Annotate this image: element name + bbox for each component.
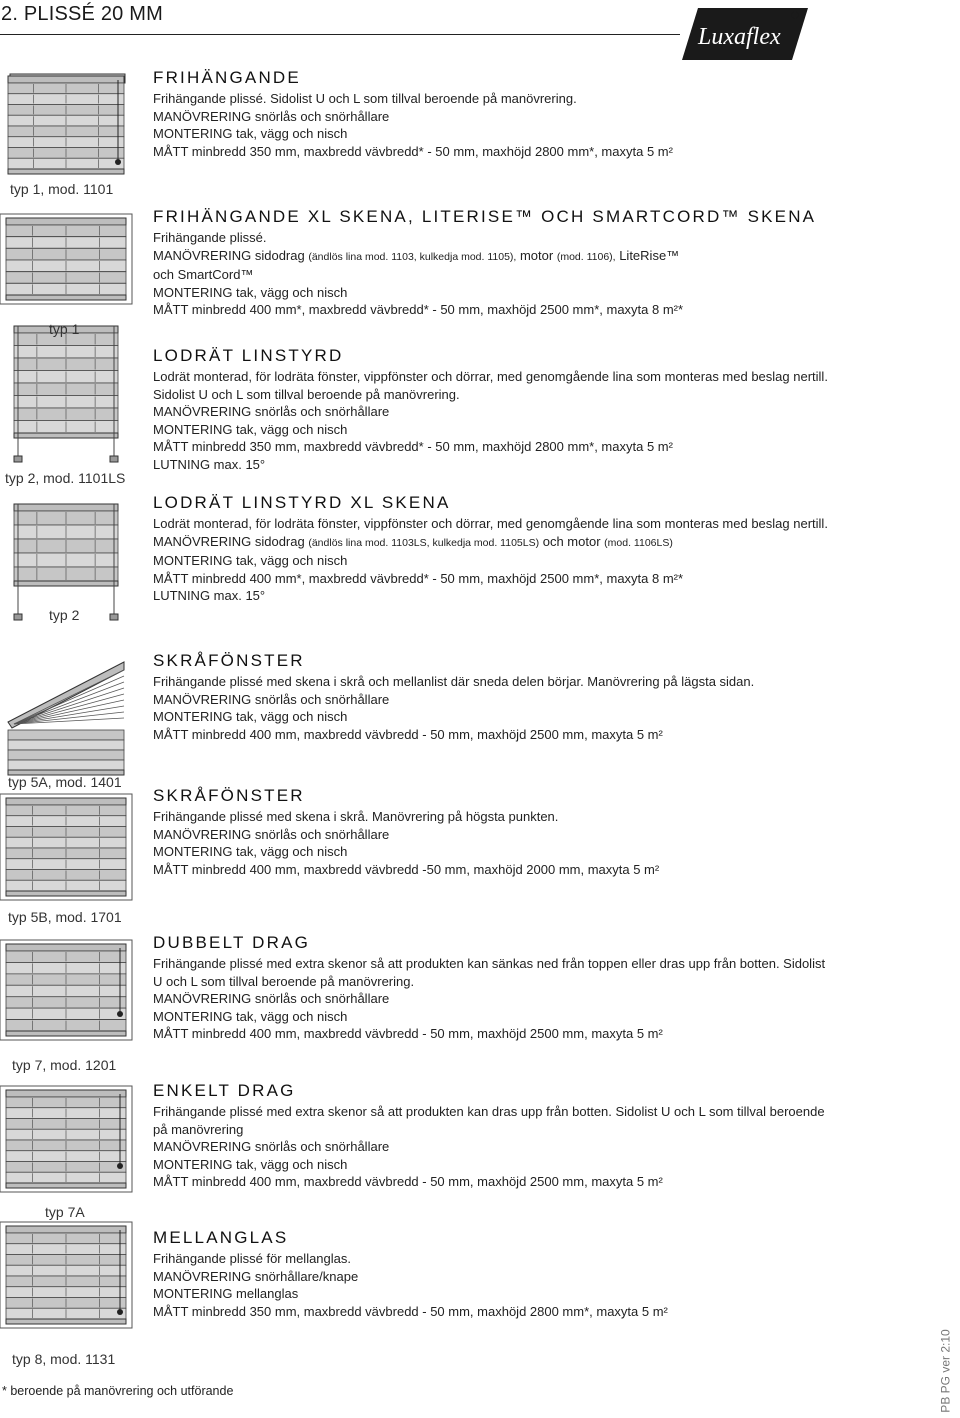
type-label-typ1: typ 1 — [49, 321, 80, 337]
version-label — [930, 1330, 960, 1418]
illustration-typ1-mod1101 — [8, 76, 124, 174]
montering-line: MONTERING tak, vägg och nisch — [153, 553, 348, 568]
type-label-typ5a-mod1401: typ 5A, mod. 1401 — [8, 774, 122, 790]
section-title: SKRÅFÖNSTER — [153, 651, 305, 670]
montering-line: MONTERING mellanglas — [153, 1286, 299, 1301]
matt-line: MÅTT minbredd 400 mm*, maxbredd vävbredd* - 50 mm, maxhöjd 2500 mm*, maxyta 8 m²* — [153, 302, 684, 317]
matt-line: MÅTT minbredd 400 mm, maxbredd vävbredd - 50 mm, maxhöjd 2500 mm, maxyta 5 m² — [153, 1026, 663, 1041]
manovrering-motor: motor — [519, 247, 554, 263]
matt-line: MÅTT minbredd 400 mm, maxbredd vävbredd - 50 mm, maxhöjd 2500 mm, maxyta 5 m² — [153, 1174, 663, 1189]
manovrering-literise: LiteRise™ — [619, 247, 680, 263]
montering-line: MONTERING tak, vägg och nisch — [153, 1156, 348, 1172]
manovrering-line: MANÖVRERING snörlås och snörhållare — [153, 826, 390, 842]
manovrering-motor: och motor — [542, 533, 601, 549]
manovrering-line: MANÖVRERING snörhållare/knape — [153, 1268, 359, 1284]
illustration-typ2-mod1101ls — [14, 326, 118, 462]
product-illustrations — [0, 70, 140, 1370]
section-frihangande-xl — [153, 207, 833, 319]
lutning-line: LUTNING max. 15° — [153, 456, 266, 472]
manovrering-label: MANÖVRERING sidodrag — [153, 533, 305, 549]
section-description: Frihängande plissé med extra skenor så att produkten kan dras upp från botten. Sidolist U och L som tillval beroende på manövrering — [153, 1104, 825, 1137]
manovrering-line: MANÖVRERING snörlås och snörhållare — [153, 1139, 390, 1154]
section-description: Frihängande plissé för mellanglas. — [153, 1251, 351, 1266]
montering-line: MONTERING tak, vägg och nisch — [153, 709, 348, 724]
section-title: LODRÄT LINSTYRD — [153, 346, 344, 365]
manovrering-motor-detail: (mod. 1106LS) — [604, 536, 673, 549]
manovrering-line: MANÖVRERING snörlås och snörhållare — [153, 108, 390, 124]
illustration-typ5a-mod1401 — [8, 662, 124, 775]
section-enkelt-drag — [153, 1081, 833, 1191]
lutning-line: LUTNING max. 15° — [153, 588, 266, 603]
section-lodrat-linstyrd — [153, 346, 833, 473]
section-frihangande — [153, 68, 833, 160]
montering-line: MONTERING tak, vägg och nisch — [153, 284, 348, 300]
page-title: 2. PLISSÉ 20 MM — [1, 3, 163, 25]
section-mellanglas — [153, 1228, 833, 1320]
manovrering-label: MANÖVRERING sidodrag — [153, 247, 305, 263]
section-description: Frihängande plissé med skena i skrå. Manövrering på högsta punkten. — [153, 809, 559, 824]
section-title: FRIHÄNGANDE — [153, 68, 301, 87]
illustration-typ1 — [0, 214, 132, 304]
type-label-typ7a: typ 7A — [45, 1204, 85, 1220]
section-skrafonster-5b — [153, 786, 833, 878]
illustration-typ2 — [14, 504, 118, 620]
section-dubbelt-drag — [153, 933, 833, 1043]
manovrering-line: MANÖVRERING snörlås och snörhållare — [153, 404, 390, 419]
manovrering-line: MANÖVRERING snörlås och snörhållare — [153, 991, 390, 1006]
type-label-typ5b-mod1701: typ 5B, mod. 1701 — [8, 909, 122, 925]
type-label-typ7-mod1201: typ 7, mod. 1201 — [12, 1057, 117, 1073]
section-description: Frihängande plissé. Sidolist U och L som tillval beroende på manövrering. — [153, 91, 577, 106]
manovrering-smartcord: och SmartCord™ — [153, 267, 254, 282]
section-lodrat-linstyrd-xl — [153, 493, 833, 605]
section-description: Frihängande plissé med extra skenor så att produkten kan sänkas ned från toppen eller dras upp från botten. Sidolist U och L som tillval beroende på manövrering. — [153, 956, 826, 989]
section-description: Lodrät monterad, för lodräta fönster, vippfönster och dörrar, med genomgående lina som monteras med beslag nertill. — [153, 516, 828, 531]
matt-line: MÅTT minbredd 400 mm, maxbredd vävbredd -50 mm, maxhöjd 2000 mm, maxyta 5 m² — [153, 861, 660, 877]
section-title: LODRÄT LINSTYRD XL SKENA — [153, 493, 451, 512]
manovrering-line: MANÖVRERING snörlås och snörhållare — [153, 691, 390, 707]
type-label-typ2: typ 2 — [49, 607, 80, 623]
section-skrafonster-5a — [153, 651, 833, 743]
section-title: MELLANGLAS — [153, 1228, 289, 1247]
section-description: Lodrät monterad, för lodräta fönster, vippfönster och dörrar, med genomgående lina som monteras med beslag nertill. Sidolist U och L som tillval beroende på manövrering. — [153, 369, 828, 402]
footnote: * beroende på manövrering och utförande — [2, 1384, 234, 1398]
type-label-typ8-mod1131: typ 8, mod. 1131 — [12, 1351, 116, 1367]
section-title: SKRÅFÖNSTER — [153, 786, 305, 805]
manovrering-line — [153, 533, 833, 553]
version-text: PB PG ver 2:10 — [938, 1329, 953, 1413]
illustration-typ8-mod1131 — [0, 1222, 132, 1328]
matt-line: MÅTT minbredd 350 mm, maxbredd vävbredd* - 50 mm, maxhöjd 2800 mm*, maxyta 5 m² — [153, 439, 673, 454]
illustration-typ5b-mod1701 — [0, 794, 132, 900]
montering-line: MONTERING tak, vägg och nisch — [153, 1008, 348, 1024]
section-description: Frihängande plissé med skena i skrå och mellanlist där sneda delen börjar. Manövrering på lägsta sidan. — [153, 674, 755, 689]
manovrering-detail: (ändlös lina mod. 1103, kulkedja mod. 1105), — [308, 250, 517, 263]
section-title: ENKELT DRAG — [153, 1081, 296, 1100]
montering-line: MONTERING tak, vägg och nisch — [153, 126, 348, 141]
illustration-typ7-mod1201 — [0, 940, 132, 1040]
section-description: Frihängande plissé. — [153, 230, 267, 245]
manovrering-line — [153, 247, 833, 267]
matt-line: MÅTT minbredd 400 mm, maxbredd vävbredd - 50 mm, maxhöjd 2500 mm, maxyta 5 m² — [153, 726, 663, 742]
matt-line: MÅTT minbredd 400 mm*, maxbredd vävbredd* - 50 mm, maxhöjd 2500 mm*, maxyta 8 m²* — [153, 570, 684, 586]
manovrering-motor-detail: (mod. 1106), — [556, 250, 616, 263]
svg-text:Luxaflex: Luxaflex — [698, 24, 781, 50]
section-title: FRIHÄNGANDE XL SKENA, LITERISE™ OCH SMARTCORD™ SKENA — [153, 207, 817, 226]
type-label-typ1-mod1101: typ 1, mod. 1101 — [10, 181, 114, 197]
montering-line: MONTERING tak, vägg och nisch — [153, 421, 348, 437]
luxaflex-logo — [676, 6, 810, 62]
matt-line: MÅTT minbredd 350 mm, maxbredd vävbredd - 50 mm, maxhöjd 2800 mm*, maxyta 5 m² — [153, 1303, 668, 1319]
matt-line: MÅTT minbredd 350 mm, maxbredd vävbredd* - 50 mm, maxhöjd 2800 mm*, maxyta 5 m² — [153, 143, 673, 159]
header-rule — [0, 34, 680, 35]
montering-line: MONTERING tak, vägg och nisch — [153, 844, 348, 859]
illustration-typ7a — [0, 1086, 132, 1192]
section-title: DUBBELT DRAG — [153, 933, 311, 952]
manovrering-detail: (ändlös lina mod. 1103LS, kulkedja mod. 1105LS) — [308, 536, 540, 549]
type-label-typ2-mod1101ls: typ 2, mod. 1101LS — [5, 470, 126, 486]
